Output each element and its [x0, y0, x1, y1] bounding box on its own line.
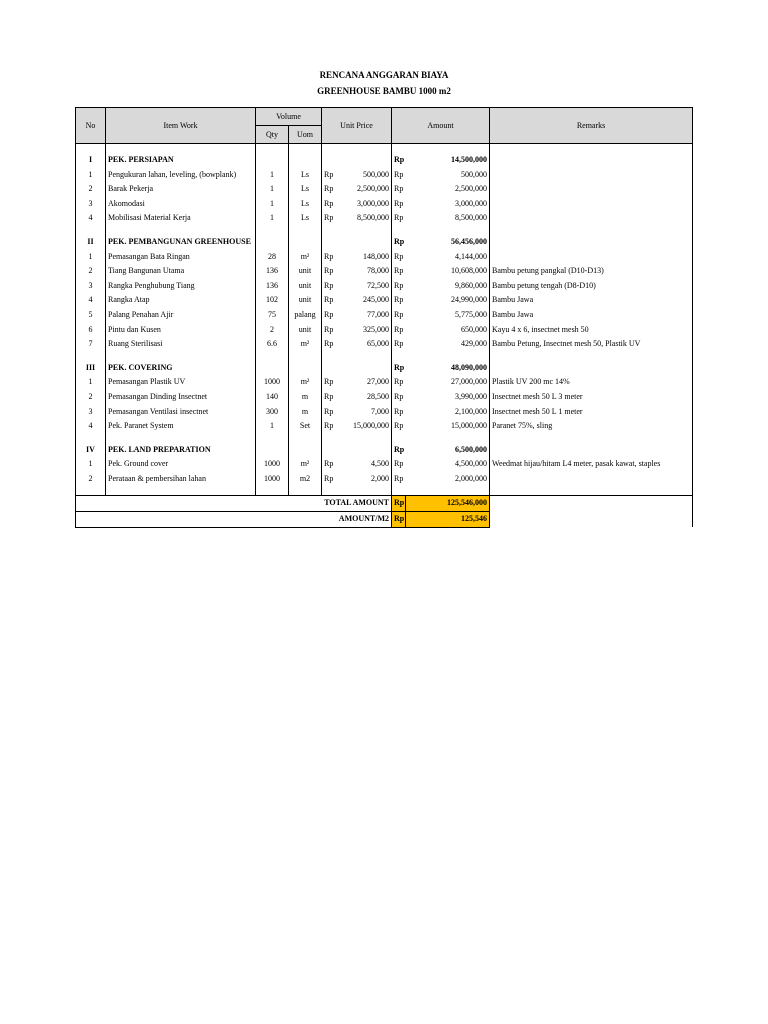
item-unit-price: 77,000	[367, 309, 390, 319]
currency-label: Rp	[322, 419, 336, 434]
item-work: Rangka Atap	[106, 293, 256, 308]
item-amount: 4,500,000	[455, 459, 488, 469]
document-title: RENCANA ANGGARAN BIAYA	[319, 70, 449, 80]
item-number: 1	[76, 168, 106, 183]
item-uom: Ls	[289, 211, 322, 226]
empty-cell	[322, 361, 336, 376]
spacer-row	[76, 144, 693, 154]
empty-cell	[106, 486, 256, 496]
item-number: 1	[76, 457, 106, 472]
empty-cell	[76, 486, 106, 496]
currency-label: Rp	[392, 153, 406, 168]
currency-label: Rp	[392, 308, 406, 323]
empty-cell	[490, 361, 693, 376]
currency-label: Rp	[392, 443, 406, 458]
table-row	[76, 264, 693, 279]
currency-label: Rp	[392, 197, 406, 212]
currency-label: Rp	[322, 375, 336, 390]
section-number: III	[76, 361, 106, 376]
item-uom: Ls	[289, 182, 322, 197]
empty-cell	[322, 434, 336, 443]
item-qty: 1	[256, 197, 289, 212]
currency-label: Rp	[392, 168, 406, 183]
currency-label: Rp	[322, 390, 336, 405]
item-number: 3	[76, 197, 106, 212]
section-header-row	[76, 443, 693, 458]
empty-cell	[289, 443, 322, 458]
item-unit-price: 65,000	[367, 339, 390, 349]
empty-cell	[322, 153, 336, 168]
header-amount: Amount	[392, 108, 490, 144]
section-title: PEK. PEMBANGUNAN GREENHOUSE	[106, 235, 256, 250]
item-work: Pemasangan Ventilasi insectnet	[106, 405, 256, 420]
item-qty: 1	[256, 211, 289, 226]
item-qty: 28	[256, 250, 289, 265]
item-number: 4	[76, 419, 106, 434]
empty-cell	[392, 434, 406, 443]
empty-cell	[490, 352, 693, 361]
item-uom: palang	[289, 308, 322, 323]
empty-cell	[256, 153, 289, 168]
table-row	[76, 293, 693, 308]
item-remarks	[490, 472, 693, 487]
empty-cell	[490, 153, 693, 168]
item-qty: 1	[256, 168, 289, 183]
item-qty: 2	[256, 323, 289, 338]
item-amount: 10,608,000	[451, 266, 488, 276]
empty-cell	[406, 226, 490, 235]
currency-label: Rp	[322, 337, 336, 352]
item-work: Perataan & pembersihan lahan	[106, 472, 256, 487]
empty-cell	[322, 486, 336, 496]
currency-label: Rp	[392, 472, 406, 487]
item-work: Pemasangan Dinding Insectnet	[106, 390, 256, 405]
section-total: 48,090,000	[451, 362, 488, 372]
item-number: 3	[76, 279, 106, 294]
table-body	[76, 144, 693, 528]
item-qty: 1000	[256, 472, 289, 487]
table-row	[76, 419, 693, 434]
item-unit-price: 4,500	[371, 459, 390, 469]
currency-label: Rp	[392, 264, 406, 279]
section-header-row	[76, 235, 693, 250]
total-value: 125,546	[406, 512, 490, 528]
item-uom: m2	[289, 472, 322, 487]
item-work: Mobilisasi Material Kerja	[106, 211, 256, 226]
item-uom: m²	[289, 457, 322, 472]
item-remarks: Paranet 75%, sling	[490, 419, 693, 434]
table-row	[76, 279, 693, 294]
item-number: 1	[76, 375, 106, 390]
item-amount: 15,000,000	[451, 421, 488, 431]
item-number: 5	[76, 308, 106, 323]
currency-label: Rp	[392, 211, 406, 226]
empty-cell	[336, 361, 392, 376]
item-remarks	[490, 197, 693, 212]
header-qty: Qty	[256, 126, 289, 144]
item-amount: 8,500,000	[455, 213, 488, 223]
spacer-row	[76, 352, 693, 361]
empty-cell	[289, 144, 322, 154]
item-qty: 300	[256, 405, 289, 420]
empty-cell	[322, 443, 336, 458]
currency-label: Rp	[392, 405, 406, 420]
table-row	[76, 197, 693, 212]
item-number: 2	[76, 264, 106, 279]
empty-cell	[336, 486, 392, 496]
currency-label: Rp	[322, 182, 336, 197]
table-row	[76, 323, 693, 338]
currency-label: Rp	[392, 512, 406, 528]
currency-label: Rp	[392, 235, 406, 250]
header-no: No	[76, 108, 106, 144]
empty-cell	[490, 443, 693, 458]
table-row	[76, 375, 693, 390]
currency-label: Rp	[392, 279, 406, 294]
item-qty: 140	[256, 390, 289, 405]
item-number: 2	[76, 182, 106, 197]
item-qty: 136	[256, 279, 289, 294]
item-remarks	[490, 182, 693, 197]
item-remarks: Bambu petung tengah (D8-D10)	[490, 279, 693, 294]
item-unit-price: 8,500,000	[357, 213, 390, 223]
empty-cell	[256, 235, 289, 250]
item-number: 2	[76, 390, 106, 405]
item-number: 4	[76, 293, 106, 308]
currency-label: Rp	[322, 279, 336, 294]
empty-cell	[336, 434, 392, 443]
section-number: II	[76, 235, 106, 250]
table-row	[76, 337, 693, 352]
currency-label: Rp	[392, 250, 406, 265]
item-unit-price: 148,000	[363, 251, 390, 261]
total-label: TOTAL AMOUNT	[76, 496, 392, 512]
empty-cell	[256, 443, 289, 458]
empty-cell	[106, 226, 256, 235]
currency-label: Rp	[322, 405, 336, 420]
item-remarks: Plastik UV 200 mc 14%	[490, 375, 693, 390]
section-header-row	[76, 153, 693, 168]
currency-label: Rp	[322, 168, 336, 183]
item-number: 6	[76, 323, 106, 338]
item-number: 4	[76, 211, 106, 226]
header-item-work: Item Work	[106, 108, 256, 144]
amount-per-m2-row	[76, 512, 693, 528]
item-qty: 1000	[256, 457, 289, 472]
item-remarks: Bambu Jawa	[490, 293, 693, 308]
empty-cell	[289, 226, 322, 235]
table-row	[76, 168, 693, 183]
currency-label: Rp	[392, 182, 406, 197]
item-amount: 3,990,000	[455, 391, 488, 401]
empty-cell	[256, 144, 289, 154]
item-unit-price: 72,500	[367, 280, 390, 290]
empty-cell	[76, 144, 106, 154]
item-uom: m	[289, 405, 322, 420]
empty-cell	[406, 144, 490, 154]
item-uom: Ls	[289, 168, 322, 183]
item-amount: 9,860,000	[455, 280, 488, 290]
item-unit-price: 7,000	[371, 406, 390, 416]
item-unit-price: 325,000	[363, 324, 390, 334]
item-qty: 75	[256, 308, 289, 323]
empty-cell	[322, 144, 336, 154]
table-row	[76, 182, 693, 197]
item-number: 3	[76, 405, 106, 420]
empty-cell	[76, 352, 106, 361]
currency-label: Rp	[322, 197, 336, 212]
item-amount: 4,144,000	[455, 251, 488, 261]
empty-cell	[336, 443, 392, 458]
empty-cell	[406, 352, 490, 361]
item-uom: unit	[289, 279, 322, 294]
budget-table	[75, 107, 693, 528]
item-amount: 429,000	[461, 339, 488, 349]
empty-cell	[106, 434, 256, 443]
empty-cell	[392, 352, 406, 361]
empty-cell	[336, 144, 392, 154]
empty-cell	[289, 434, 322, 443]
table-row	[76, 308, 693, 323]
item-amount: 650,000	[461, 324, 488, 334]
item-uom: unit	[289, 264, 322, 279]
item-uom: m	[289, 390, 322, 405]
item-work: Pek. Paranet System	[106, 419, 256, 434]
item-qty: 1	[256, 419, 289, 434]
item-remarks: Weedmat hijau/hitam L4 meter, pasak kawat, staples	[490, 457, 693, 472]
total-value: 125,546,000	[406, 496, 490, 512]
empty-cell	[490, 496, 693, 512]
empty-cell	[76, 434, 106, 443]
item-remarks: Insectnet mesh 50 L 3 meter	[490, 390, 693, 405]
item-remarks: Bambu Petung, Insectnet mesh 50, Plastik UV	[490, 337, 693, 352]
currency-label: Rp	[322, 308, 336, 323]
item-amount: 27,000,000	[451, 377, 488, 387]
currency-label: Rp	[392, 496, 406, 512]
currency-label: Rp	[322, 264, 336, 279]
section-number: I	[76, 153, 106, 168]
empty-cell	[336, 235, 392, 250]
item-work: Akomodasi	[106, 197, 256, 212]
empty-cell	[256, 352, 289, 361]
section-title: PEK. COVERING	[106, 361, 256, 376]
empty-cell	[256, 226, 289, 235]
item-remarks	[490, 250, 693, 265]
empty-cell	[289, 486, 322, 496]
item-work: Rangka Penghubung Tiang	[106, 279, 256, 294]
item-uom: Set	[289, 419, 322, 434]
spacer-row	[76, 226, 693, 235]
table-row	[76, 211, 693, 226]
spacer-row	[76, 434, 693, 443]
currency-label: Rp	[322, 472, 336, 487]
item-amount: 5,775,000	[455, 309, 488, 319]
table-row	[76, 250, 693, 265]
item-number: 1	[76, 250, 106, 265]
empty-cell	[322, 226, 336, 235]
item-number: 2	[76, 472, 106, 487]
empty-cell	[106, 352, 256, 361]
empty-cell	[106, 144, 256, 154]
currency-label: Rp	[392, 323, 406, 338]
currency-label: Rp	[322, 457, 336, 472]
item-qty: 6.6	[256, 337, 289, 352]
header-volume: Volume	[256, 108, 322, 126]
item-unit-price: 2,000	[371, 473, 390, 483]
empty-cell	[322, 352, 336, 361]
spacer-row	[76, 486, 693, 496]
empty-cell	[490, 226, 693, 235]
item-unit-price: 2,500,000	[357, 184, 390, 194]
item-remarks: Kayu 4 x 6, insectnet mesh 50	[490, 323, 693, 338]
item-work: Pemasangan Bata Ringan	[106, 250, 256, 265]
empty-cell	[490, 512, 693, 528]
currency-label: Rp	[392, 361, 406, 376]
table-row	[76, 472, 693, 487]
item-amount: 2,100,000	[455, 406, 488, 416]
section-total: 56,456,000	[451, 236, 488, 246]
empty-cell	[392, 486, 406, 496]
header-uom: Uom	[289, 126, 322, 144]
item-unit-price: 3,000,000	[357, 198, 390, 208]
section-title: PEK. PERSIAPAN	[106, 153, 256, 168]
table-row	[76, 405, 693, 420]
empty-cell	[490, 144, 693, 154]
item-remarks: Bambu Jawa	[490, 308, 693, 323]
item-work: Pengukuran lahan, leveling, (bowplank)	[106, 168, 256, 183]
item-qty: 102	[256, 293, 289, 308]
item-work: Pintu dan Kusen	[106, 323, 256, 338]
empty-cell	[490, 235, 693, 250]
item-unit-price: 27,000	[367, 377, 390, 387]
empty-cell	[76, 226, 106, 235]
table-row	[76, 390, 693, 405]
item-work: Pemasangan Plastik UV	[106, 375, 256, 390]
item-qty: 1	[256, 182, 289, 197]
empty-cell	[289, 352, 322, 361]
empty-cell	[289, 361, 322, 376]
empty-cell	[392, 144, 406, 154]
item-amount: 2,500,000	[455, 184, 488, 194]
total-label: AMOUNT/M2	[76, 512, 392, 528]
item-unit-price: 78,000	[367, 266, 390, 276]
header-unit-price: Unit Price	[322, 108, 392, 144]
item-remarks: Bambu petung pangkal (D10-D13)	[490, 264, 693, 279]
empty-cell	[490, 486, 693, 496]
item-work: Barak Pekerja	[106, 182, 256, 197]
section-title: PEK. LAND PREPARATION	[106, 443, 256, 458]
empty-cell	[490, 434, 693, 443]
currency-label: Rp	[392, 293, 406, 308]
currency-label: Rp	[322, 323, 336, 338]
empty-cell	[336, 153, 392, 168]
empty-cell	[256, 434, 289, 443]
section-number: IV	[76, 443, 106, 458]
empty-cell	[289, 235, 322, 250]
item-number: 7	[76, 337, 106, 352]
empty-cell	[256, 486, 289, 496]
empty-cell	[406, 434, 490, 443]
item-remarks	[490, 168, 693, 183]
currency-label: Rp	[392, 419, 406, 434]
item-uom: unit	[289, 293, 322, 308]
header-remarks: Remarks	[490, 108, 693, 144]
item-amount: 24,990,000	[451, 295, 488, 305]
section-total: 14,500,000	[451, 155, 488, 164]
empty-cell	[256, 361, 289, 376]
empty-cell	[336, 226, 392, 235]
currency-label: Rp	[392, 457, 406, 472]
item-uom: m²	[289, 337, 322, 352]
empty-cell	[322, 235, 336, 250]
item-work: Ruang Sterilisasi	[106, 337, 256, 352]
item-work: Pek. Ground cover	[106, 457, 256, 472]
currency-label: Rp	[322, 250, 336, 265]
item-unit-price: 15,000,000	[353, 421, 390, 431]
empty-cell	[406, 486, 490, 496]
item-uom: m²	[289, 250, 322, 265]
currency-label: Rp	[322, 293, 336, 308]
item-remarks	[490, 211, 693, 226]
section-header-row	[76, 361, 693, 376]
item-qty: 136	[256, 264, 289, 279]
item-unit-price: 28,500	[367, 391, 390, 401]
item-amount: 500,000	[461, 169, 488, 179]
item-uom: Ls	[289, 197, 322, 212]
currency-label: Rp	[392, 390, 406, 405]
table-row	[76, 457, 693, 472]
item-uom: unit	[289, 323, 322, 338]
item-work: Tiang Bangunan Utama	[106, 264, 256, 279]
item-amount: 3,000,000	[455, 198, 488, 208]
item-work: Palang Penahan Ajir	[106, 308, 256, 323]
section-total: 6,500,000	[455, 444, 488, 454]
item-qty: 1000	[256, 375, 289, 390]
document-subtitle: GREENHOUSE BAMBU 1000 m2	[317, 86, 451, 96]
empty-cell	[392, 226, 406, 235]
item-amount: 2,000,000	[455, 473, 488, 483]
currency-label: Rp	[322, 211, 336, 226]
empty-cell	[289, 153, 322, 168]
item-remarks: Insectnet mesh 50 L 1 meter	[490, 405, 693, 420]
currency-label: Rp	[392, 337, 406, 352]
item-uom: m²	[289, 375, 322, 390]
item-unit-price: 500,000	[363, 169, 390, 179]
currency-label: Rp	[392, 375, 406, 390]
total-amount-row	[76, 496, 693, 512]
item-unit-price: 245,000	[363, 295, 390, 305]
empty-cell	[336, 352, 392, 361]
